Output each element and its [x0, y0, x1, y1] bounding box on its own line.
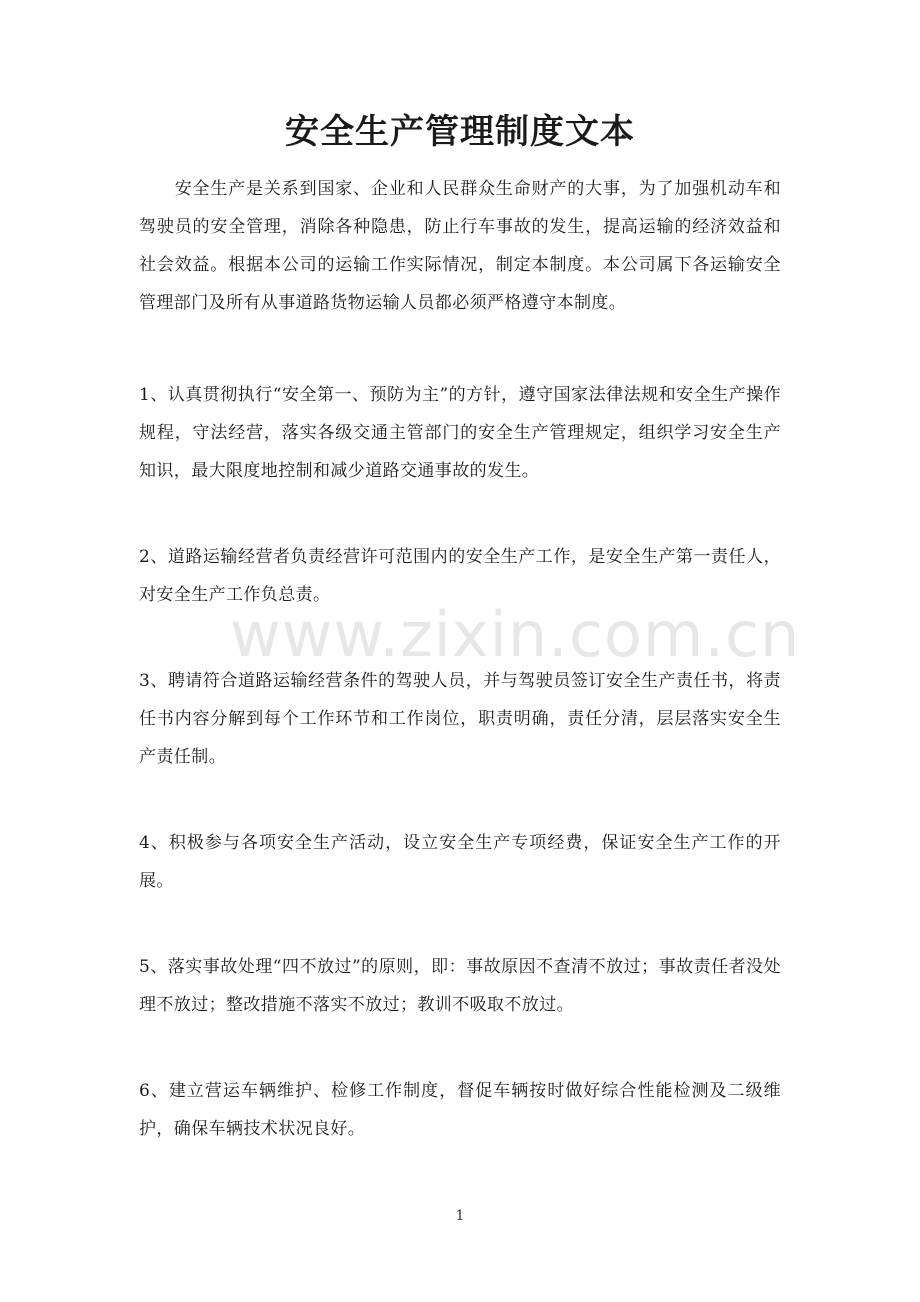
rule-item-3: 3、聘请符合道路运输经营条件的驾驶人员，并与驾驶员签订安全生产责任书，将责任书内容分解到每个工作环节和工作岗位，职责明确，责任分清，层层落实安全生产责任制。 [139, 671, 781, 767]
document-title: 安全生产管理制度文本 [285, 112, 635, 152]
paragraph-spacer [139, 900, 781, 948]
paragraph-spacer [139, 776, 781, 824]
rule-item-2: 2、道路运输经营者负责经营许可范围内的安全生产工作，是安全生产第一责任人，对安全生产工作负总责。 [139, 547, 781, 605]
document-body [139, 170, 801, 1148]
intro-paragraph: 安全生产是关系到国家、企业和人民群众生命财产的大事，为了加强机动车和驾驶员的安全管理，消除各种隐患，防止行车事故的发生，提高运输的经济效益和社会效益。根据本公司的运输工作实际情况，制定本制度。本公司属下各运输安全管理部门及所有从事道路货物运输人员都必须严格遵守本制度。 [139, 179, 781, 313]
rule-item-4: 4、积极参与各项安全生产活动，设立安全生产专项经费，保证安全生产工作的开展。 [139, 833, 781, 891]
page-number: 1 [455, 1208, 465, 1224]
paragraph-spacer [139, 322, 781, 376]
paragraph-spacer [139, 490, 781, 538]
rule-item-5: 5、落实事故处理“四不放过”的原则，即：事故原因不查清不放过；事故责任者没处理不放过；整改措施不落实不放过；教训不吸取不放过。 [139, 957, 781, 1015]
watermark-text: www.zixin.com.cn [230, 598, 801, 671]
paragraph-spacer [139, 1024, 781, 1072]
paragraph-spacer [139, 614, 781, 662]
rule-item-1: 1、认真贯彻执行“安全第一、预防为主”的方针，遵守国家法律法规和安全生产操作规程，守法经营，落实各级交通主管部门的安全生产管理规定，组织学习安全生产知识，最大限度地控制和减少道路交通事故的发生。 [139, 385, 781, 481]
rule-item-6: 6、建立营运车辆维护、检修工作制度，督促车辆按时做好综合性能检测及二级维护，确保车辆技术状况良好。 [139, 1081, 781, 1139]
